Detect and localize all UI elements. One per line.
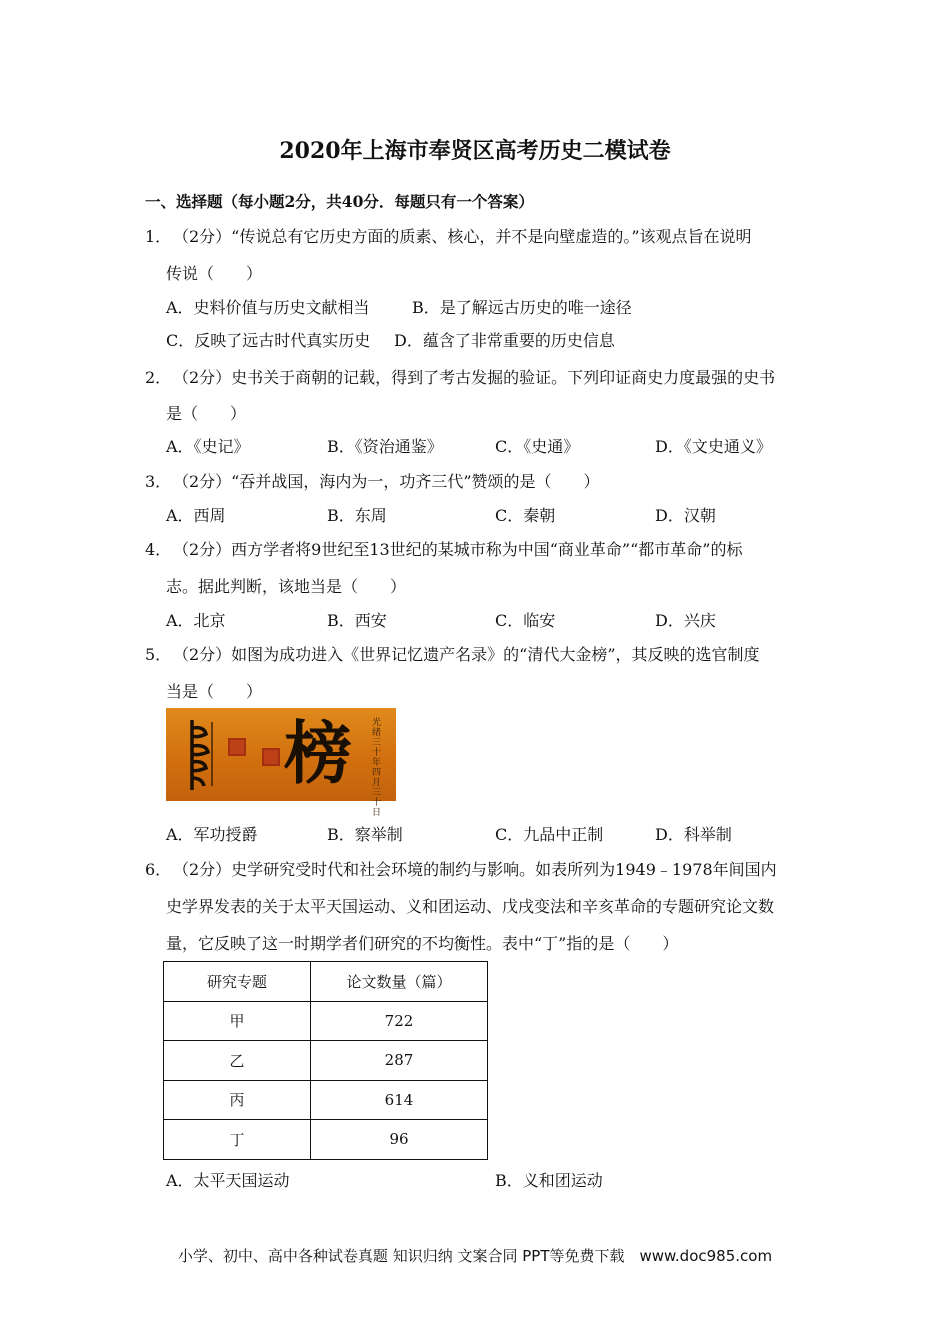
table-cell: 287 (311, 1041, 488, 1081)
table-cell: 96 (311, 1120, 488, 1160)
page-footer: 小学、初中、高中各种试卷真题 知识归纳 文案合同 PPT等免费下载 www.doc985.com (177, 1247, 773, 1265)
option-d[interactable]: D．科举制 (655, 825, 732, 844)
golden-list-image (166, 708, 396, 818)
table-header: 研究专题 (164, 962, 311, 1002)
option-a[interactable]: A．北京 (166, 611, 226, 630)
table-cell: 甲 (164, 1001, 311, 1041)
option-d[interactable]: D．《文史通义》 (655, 437, 772, 456)
table-cell: 722 (311, 1001, 488, 1041)
option-a[interactable]: A．军功授爵 (166, 825, 258, 844)
section-heading: 一、选择题（每小题2分，共40分．每题只有一个答案） (145, 192, 534, 211)
table-cell: 丁 (164, 1120, 311, 1160)
table-cell: 614 (311, 1080, 488, 1120)
table-row (164, 1041, 488, 1081)
option-b[interactable]: B．义和团运动 (495, 1171, 603, 1190)
red-seal-icon (262, 748, 280, 766)
option-b[interactable]: B．察举制 (327, 825, 403, 844)
option-a[interactable]: A．史料价值与历史文献相当 (166, 298, 370, 317)
option-c[interactable]: C．九品中正制 (495, 825, 604, 844)
question-number: 5． (145, 645, 172, 664)
option-b[interactable]: B．西安 (327, 611, 387, 630)
option-a[interactable]: A．太平天国运动 (166, 1171, 290, 1190)
option-c[interactable]: C．反映了远古时代真实历史 (166, 331, 371, 350)
question-text: （2分）史学研究受时代和社会环境的制约与影响。如表所列为1949﹣1978年间国内 (173, 860, 777, 879)
option-b[interactable]: B．东周 (327, 506, 387, 525)
option-d[interactable]: D．兴庆 (655, 611, 716, 630)
table-row (164, 1080, 488, 1120)
table-row (164, 1120, 488, 1160)
page-title: 2020年上海市奉贤区高考历史二模试卷 (279, 138, 671, 164)
question-text-cont: 传说（ ） (166, 264, 263, 283)
manchu-script-icon (184, 716, 218, 794)
option-b[interactable]: B．是了解远古历史的唯一途径 (412, 298, 632, 317)
question-number: 1． (145, 227, 172, 246)
option-b[interactable]: B．《资治通鉴》 (327, 437, 443, 456)
question-text: （2分）“吞并战国，海内为一，功齐三代”赞颂的是（ ） (173, 472, 600, 491)
paper-count-table (163, 961, 488, 1160)
option-a[interactable]: A．《史记》 (166, 437, 250, 456)
question-text: （2分）如图为成功进入《世界记忆遗产名录》的“清代大金榜”，其反映的选官制度 (173, 645, 760, 664)
option-c[interactable]: C．秦朝 (495, 506, 556, 525)
table-cell: 丙 (164, 1080, 311, 1120)
red-seal-icon (228, 738, 246, 756)
question-number: 6． (145, 860, 172, 879)
question-text-cont: 当是（ ） (166, 682, 263, 701)
question-text: （2分）西方学者将9世纪至13世纪的某城市称为中国“商业革命”“都市革命”的标 (173, 540, 743, 559)
date-inscription: 光绪三十年四月三十日 (372, 718, 382, 818)
bang-character: 榜 (284, 714, 353, 794)
option-d[interactable]: D．汉朝 (655, 506, 716, 525)
table-header: 论文数量（篇） (311, 962, 488, 1002)
question-number: 3． (145, 472, 172, 491)
question-text-cont: 志。据此判断，该地当是（ ） (166, 577, 407, 596)
question-text-cont: 史学界发表的关于太平天国运动、义和团运动、戊戌变法和辛亥革命的专题研究论文数 (166, 897, 775, 916)
table-header-row (164, 962, 488, 1002)
question-text: （2分）“传说总有它历史方面的质素、核心，并不是向壁虚造的。”该观点旨在说明 (173, 227, 752, 246)
question-text-cont: 量，它反映了这一时期学者们研究的不均衡性。表中“丁”指的是（ ） (166, 934, 679, 953)
table-row (164, 1001, 488, 1041)
option-c[interactable]: C．临安 (495, 611, 556, 630)
question-number: 4． (145, 540, 172, 559)
question-number: 2． (145, 368, 172, 387)
option-a[interactable]: A．西周 (166, 506, 226, 525)
table-cell: 乙 (164, 1041, 311, 1081)
option-d[interactable]: D．蕴含了非常重要的历史信息 (394, 331, 615, 350)
option-c[interactable]: C．《史通》 (495, 437, 580, 456)
question-text-cont: 是（ ） (166, 404, 247, 423)
question-text: （2分）史书关于商朝的记载，得到了考古发掘的验证。下列印证商史力度最强的史书 (173, 368, 776, 387)
